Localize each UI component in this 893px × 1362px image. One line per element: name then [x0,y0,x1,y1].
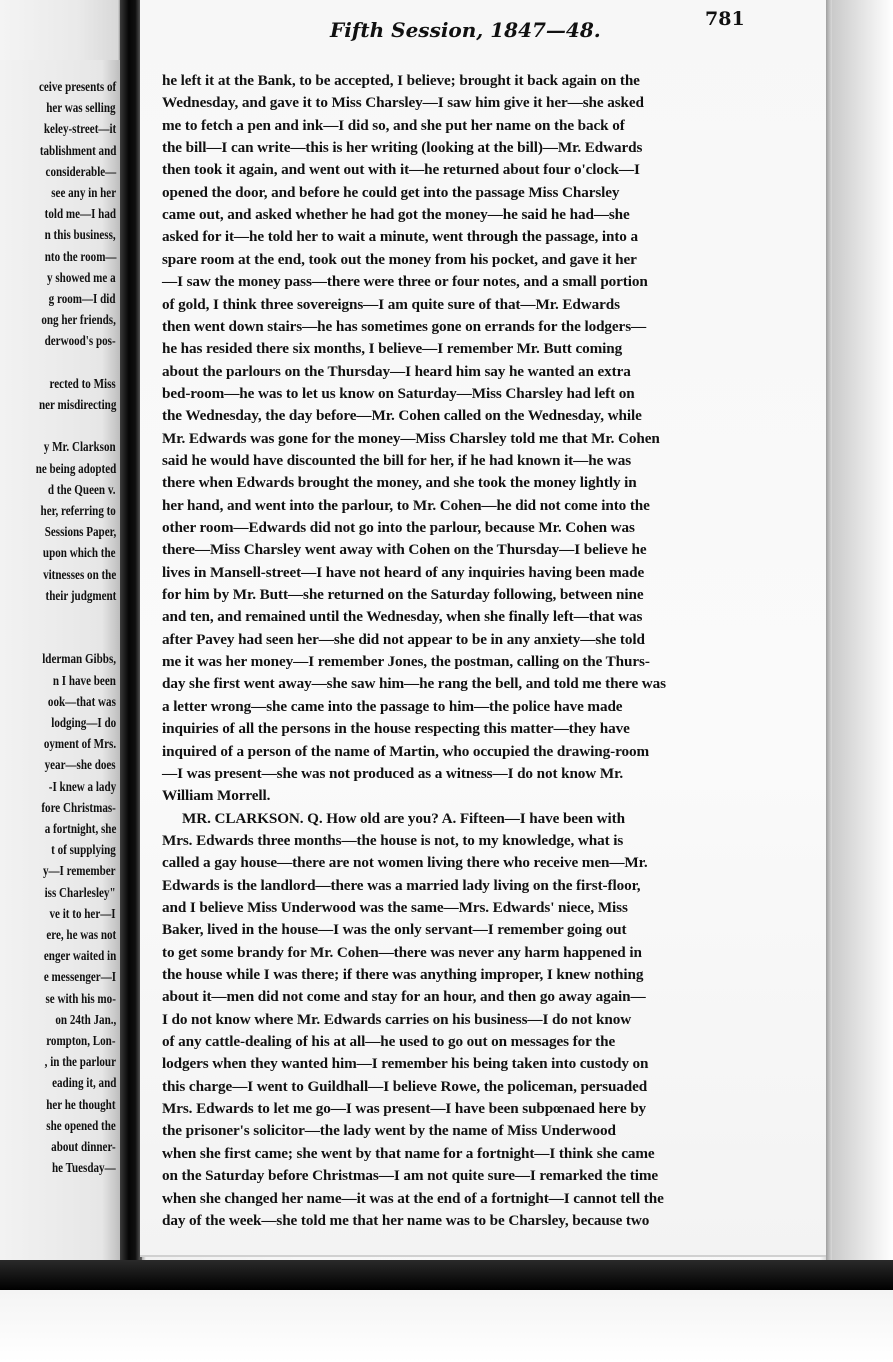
body-text-line: —I saw the money pass—there were three or four notes, and a small portion [162,273,648,291]
left-page-line: ceive presents of [38,79,116,94]
left-page-line: y—I remember [43,863,116,879]
body-text-line: other room—Edwards did not go into the parlour, because Mr. Cohen was [162,519,635,536]
body-text-line: called a gay house—there are not women living there who receive men—Mr. [162,854,648,872]
body-text-line: Mrs. Edwards to let me go—I was present—I have been subpœnaed here by [162,1100,647,1118]
left-page-line: told me—I had [44,206,116,222]
left-page-line: nto the room— [44,248,116,264]
left-page-line: ere, he was not [46,927,116,942]
left-page-line: ve it to her—I [49,905,116,921]
left-page-line: derwood's pos- [44,333,116,349]
left-page-line: Sessions Paper, [44,524,116,540]
left-page-line: eading it, and [51,1075,116,1091]
page-number: 781 [705,8,745,30]
body-text-line: inquired of a person of the name of Martin, who occupied the drawing-room [162,742,649,760]
body-text-line: inquiries of all the persons in the house respecting this matter—they have [162,720,630,738]
body-text-line: lodgers when they wanted him—I remember his being taken into custody on [162,1055,649,1073]
body-text-line: said he would have discounted the bill for her, if he had known it—he was [162,451,632,469]
body-text-line: William Morrell. [162,787,271,805]
background-strip [0,1290,893,1362]
body-text-line: about the parlours on the Thursday—I heard him say he wanted an extra [162,362,631,380]
body-text-line: me it was her money—I remember Jones, the postman, calling on the Thurs- [162,653,650,671]
left-page-line: g room—I did [49,291,116,306]
left-page-line: considerable— [45,163,116,179]
left-page-line: ook—that was [48,693,116,709]
body-text-line: about it—men did not come and stay for an hour, and then go away again— [162,988,646,1006]
left-page-line: ong her friends, [41,312,116,328]
body-text-line: bed-room—he was to let us know on Saturday—Miss Charsley had left on [162,384,635,402]
left-page-line: n I have been [52,672,116,688]
body-text-line: asked for it—he told her to wait a minute, went through the passage, into a [162,228,638,246]
book-gutter [120,0,142,1290]
body-text-line: a letter wrong—she came into the passage to him—the police have made [162,697,623,715]
left-page-line: fore Christmas- [41,799,116,815]
body-text-line: and I believe Miss Underwood was the same—Mrs. Edwards' niece, Miss [162,898,628,916]
left-page-line: tablishment and [39,142,116,158]
left-page-line: lderman Gibbs, [42,651,116,667]
body-text-line: there—Miss Charsley went away with Cohen on the Thursday—I believe he [162,541,647,559]
body-text-line: for him by Mr. Butt—she returned on the Saturday following, between nine [162,586,644,604]
left-page-line: oyment of Mrs. [43,736,116,752]
body-text-line: on the Saturday before Christmas—I am not quite sure—I remarked the time [162,1167,659,1185]
left-page-line: about dinner- [51,1139,116,1154]
left-page-line: -I knew a lady [48,778,116,794]
body-text-line: MR. CLARKSON. Q. How old are you? A. Fifteen—I have been with [182,809,625,827]
body-text-line: spare room at the end, took out the money from his pocket, and gave it her [162,250,637,268]
left-page-line: t of supplying [51,842,116,858]
right-page [140,0,830,1257]
body-text-line: the house while I was there; if there was anything improper, I knew nothing [162,966,644,983]
left-page-line: ner misdirecting [38,397,116,412]
body-text-line: me to fetch a pen and ink—I did so, and she put her name on the back of [162,116,625,134]
body-text-line: Edwards is the landlord—there was a married lady living on the first-floor, [162,876,641,894]
body-text-line: Baker, lived in the house—I was the only servant—I remember going out [162,921,627,939]
left-page-line: y Mr. Clarkson [44,439,116,455]
left-page-line: se with his mo- [45,990,116,1006]
body-text-line: of any cattle-dealing of his at all—he used to go out on messages for the [162,1033,616,1051]
page-bottom-shadow [0,1260,893,1290]
body-text-line: when she first came; she went by that name for a fortnight—I think she came [162,1144,655,1162]
left-page-line: e messenger—I [43,969,116,985]
body-text-line: day of the week—she told me that her name was to be Charsley, because two [162,1211,650,1229]
left-page-line: keley-street—it [43,121,116,137]
body-text-line: then took it again, and went out with it—he returned about four o'clock—I [162,161,640,179]
body-text-line: came out, and asked whether he had got the money—he said he had—she [162,206,630,224]
left-page-line: d the Queen v. [48,481,116,497]
body-text-line: —I was present—she was not produced as a witness—I do not know Mr. [162,764,624,782]
left-page-line: he Tuesday— [52,1160,116,1176]
body-text-line: of gold, I think three sovereigns—I am quite sure of that—Mr. Edwards [162,295,620,313]
left-page-line: ne being adopted [35,460,116,476]
left-page [0,60,120,1260]
body-text-line: after Pavey had seen her—she did not appear to be in any anxiety—she told [162,630,645,648]
body-text-line: lives in Mansell-street—I have not heard of any inquiries having been made [162,563,645,581]
body-text-line: Wednesday, and gave it to Miss Charsley—I saw him give it her—she asked [162,94,644,112]
left-page-line: rected to Miss [49,375,116,391]
left-page-line: enger waited in [43,948,116,964]
body-text-line: the Wednesday, the day before—Mr. Cohen called on the Wednesday, while [162,407,642,425]
body-text-line: and ten, and remained until the Wednesday, when she finally left—that was [162,608,643,626]
left-page-line: upon which the [43,545,116,561]
left-page-line: lodging—I do [51,715,116,730]
left-page-line: , in the parlour [44,1054,116,1070]
body-text-line: Mr. Edwards was gone for the money—Miss Charsley told me that Mr. Cohen [162,429,660,447]
body-text-line: Mrs. Edwards three months—the house is not, to my knowledge, what is [162,831,624,849]
body-text-line: to get some brandy for Mr. Cohen—there was never any harm happened in [162,943,642,961]
left-page-line: she opened the [46,1117,116,1133]
left-page-line: iss Charlesley" [44,884,116,900]
left-page-line: y showed me a [47,269,116,285]
left-page-line: their judgment [45,587,116,603]
body-text-line: I do not know where Mr. Edwards carries on his business—I do not know [162,1010,632,1028]
body-text-line: he has resided there six months, I believe—I remember Mr. Butt coming [162,340,623,358]
body-text-line: this charge—I went to Guildhall—I believe Rowe, the policeman, persuaded [162,1077,648,1095]
body-text-line: the bill—I can write—this is her writing (looking at the bill)—Mr. Edwards [162,139,643,157]
left-page-line: n this business, [44,227,116,243]
left-page-line: her, referring to [40,503,116,518]
page-edge [826,0,832,1290]
body-text-line: then went down stairs—he has sometimes gone on errands for the lodgers— [162,317,647,335]
left-page-line: a fortnight, she [44,821,116,836]
left-page-line: year—she does [44,757,116,773]
left-page-line: on 24th Jan., [55,1011,116,1027]
body-text-line: the prisoner's solicitor—the lady went by the name of Miss Underwood [162,1122,616,1140]
left-page-line: rompton, Lon- [46,1033,116,1048]
body-text-line: opened the door, and before he could get into the passage Miss Charsley [162,183,620,201]
left-page-line: her was selling [46,100,116,116]
body-text-line: when she changed her name—it was at the end of a fortnight—I cannot tell the [162,1189,664,1207]
body-text-line: her hand, and went into the parlour, to Mr. Cohen—he did not come into the [162,496,650,514]
body-text-line: there when Edwards brought the money, and she took the money lightly in [162,474,637,492]
left-page-line: see any in her [51,185,116,200]
left-page-line: her he thought [46,1096,116,1112]
body-text-line: he left it at the Bank, to be accepted, I believe; brought it back again on the [162,72,640,89]
left-page-line: vitnesses on the [42,566,116,582]
body-text-line: day she first went away—she saw him—he rang the bell, and told me there was [162,675,666,693]
running-head: Fifth Session, 1847—48. [330,18,601,42]
